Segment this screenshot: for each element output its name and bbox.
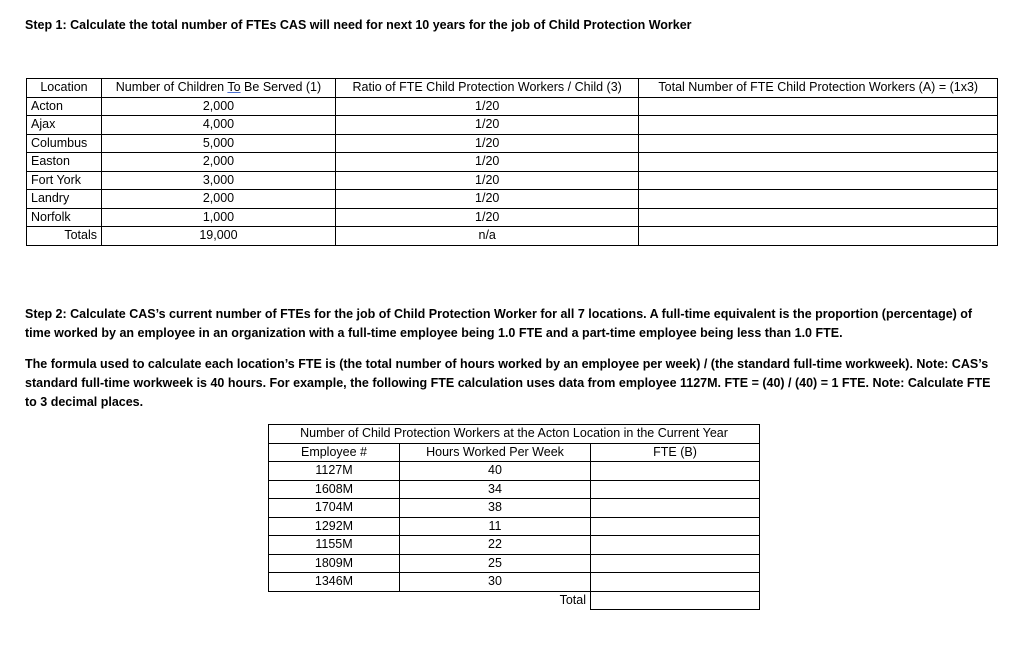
header-children-ul: To — [227, 80, 241, 95]
table-title-row — [269, 425, 760, 444]
hours-cell: 38 — [400, 499, 591, 518]
children-cell: 3,000 — [102, 171, 336, 190]
total-cell[interactable] — [639, 208, 998, 227]
step2-paragraph-1: Step 2: Calculate CAS’s current number of FTEs for the job of Child Protection Worker for all 7 locations. A full-time equivalent is the proportion (percentage) of time worked by an employee in an organization with a full-time employee being 1.0 FTE and a part-time employee being less than 1.0 FTE. — [25, 307, 973, 340]
ratio-cell: 1/20 — [335, 208, 639, 227]
totals-children: 19,000 — [102, 227, 336, 246]
location-cell: Ajax — [27, 116, 102, 135]
header-fte: FTE (B) — [591, 443, 760, 462]
fte-cell[interactable] — [591, 554, 760, 573]
fte-cell[interactable] — [591, 536, 760, 555]
table-row — [27, 97, 998, 116]
totals-ratio: n/a — [335, 227, 639, 246]
hours-cell: 11 — [400, 517, 591, 536]
table-row — [27, 171, 998, 190]
table-row — [269, 536, 760, 555]
location-cell: Acton — [27, 97, 102, 116]
children-cell: 5,000 — [102, 134, 336, 153]
table-row — [27, 153, 998, 172]
acton-workers-table — [268, 424, 760, 610]
location-cell: Landry — [27, 190, 102, 209]
table-row — [27, 116, 998, 135]
total-fte-cell[interactable] — [591, 591, 760, 610]
hours-cell: 40 — [400, 462, 591, 481]
children-cell: 2,000 — [102, 190, 336, 209]
table-row — [27, 208, 998, 227]
header-children — [102, 79, 336, 98]
location-cell: Norfolk — [27, 208, 102, 227]
total-cell[interactable] — [639, 190, 998, 209]
location-cell: Columbus — [27, 134, 102, 153]
hours-cell: 34 — [400, 480, 591, 499]
ratio-cell: 1/20 — [335, 116, 639, 135]
table-header-row — [27, 79, 998, 98]
totals-total[interactable] — [639, 227, 998, 246]
table-header-row — [269, 443, 760, 462]
total-cell[interactable] — [639, 116, 998, 135]
header-employee: Employee # — [269, 443, 400, 462]
table-title: Number of Child Protection Workers at the Acton Location in the Current Year — [269, 425, 760, 444]
employee-cell: 1292M — [269, 517, 400, 536]
employee-cell: 1704M — [269, 499, 400, 518]
fte-cell[interactable] — [591, 462, 760, 481]
total-cell[interactable] — [639, 134, 998, 153]
step1-title: Step 1: Calculate the total number of FTEs CAS will need for next 10 years for the job of Child Protection Worker — [25, 18, 692, 32]
employee-cell: 1155M — [269, 536, 400, 555]
children-cell: 2,000 — [102, 153, 336, 172]
children-served-table — [26, 78, 998, 246]
total-cell[interactable] — [639, 97, 998, 116]
table-row — [27, 190, 998, 209]
hours-cell: 30 — [400, 573, 591, 592]
total-cell[interactable] — [639, 153, 998, 172]
step2-paragraph-2: The formula used to calculate each location’s FTE is (the total number of hours worked by an employee per week) / (the standard full-time workweek). Note: CAS’s standard full-time workweek is 40 hours. For example, the following FTE calculation uses data from employee 1127M. FTE = (40) / (40) = 1 FTE. Note: Calculate FTE to 3 decimal places. — [25, 357, 991, 409]
fte-cell[interactable] — [591, 517, 760, 536]
employee-cell: 1608M — [269, 480, 400, 499]
table-row — [269, 573, 760, 592]
hours-cell: 22 — [400, 536, 591, 555]
children-cell: 1,000 — [102, 208, 336, 227]
location-cell: Fort York — [27, 171, 102, 190]
hours-cell: 25 — [400, 554, 591, 573]
header-hours: Hours Worked Per Week — [400, 443, 591, 462]
table-row — [27, 134, 998, 153]
fte-cell[interactable] — [591, 499, 760, 518]
table-row — [269, 499, 760, 518]
total-label: Total — [400, 591, 591, 610]
ratio-cell: 1/20 — [335, 171, 639, 190]
ratio-cell: 1/20 — [335, 134, 639, 153]
employee-cell: 1809M — [269, 554, 400, 573]
employee-cell: 1127M — [269, 462, 400, 481]
header-children-post: Be Served (1) — [240, 80, 322, 95]
children-cell: 4,000 — [102, 116, 336, 135]
ratio-cell: 1/20 — [335, 153, 639, 172]
location-cell: Easton — [27, 153, 102, 172]
children-cell: 2,000 — [102, 97, 336, 116]
totals-row — [27, 227, 998, 246]
employee-cell: 1346M — [269, 573, 400, 592]
total-row — [269, 591, 760, 610]
totals-label: Totals — [27, 227, 102, 246]
header-ratio: Ratio of FTE Child Protection Workers / Child (3) — [335, 79, 639, 98]
table-row — [269, 480, 760, 499]
header-total: Total Number of FTE Child Protection Workers (A) = (1x3) — [639, 79, 998, 98]
total-cell[interactable] — [639, 171, 998, 190]
table-row — [269, 517, 760, 536]
ratio-cell: 1/20 — [335, 190, 639, 209]
total-spacer — [269, 591, 400, 610]
header-location: Location — [27, 79, 102, 98]
ratio-cell: 1/20 — [335, 97, 639, 116]
header-children-pre: Number of Children — [115, 80, 228, 95]
table-row — [269, 554, 760, 573]
fte-cell[interactable] — [591, 480, 760, 499]
table-row — [269, 462, 760, 481]
fte-cell[interactable] — [591, 573, 760, 592]
